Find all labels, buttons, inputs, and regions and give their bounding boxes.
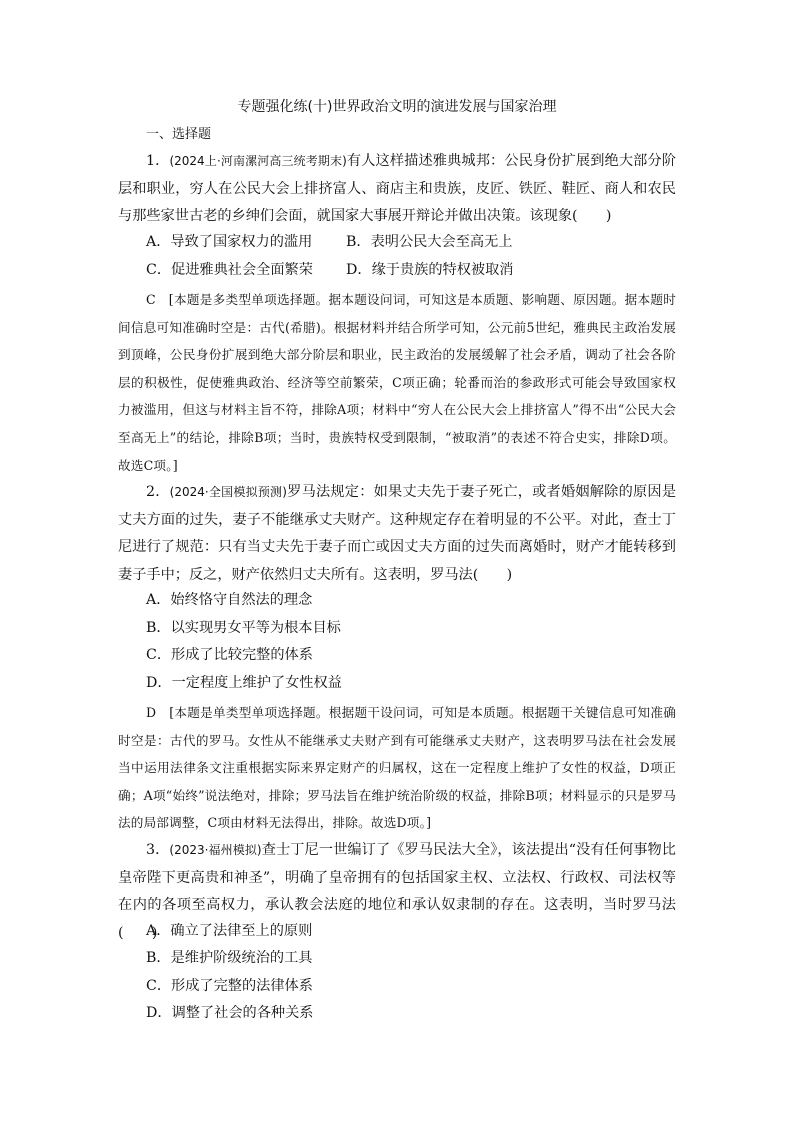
- question-2-number: 2．: [146, 484, 170, 500]
- question-2-stem: [118, 479, 676, 589]
- question-3-option-d: D．调整了社会的各种关系: [146, 1005, 314, 1021]
- question-1-source: (2024上·河南漯河高三统考期末): [169, 154, 347, 168]
- question-3-option-a: A．确立了法律至上的原则: [146, 923, 313, 939]
- question-2-answer: D [本题是单类型单项选择题。根据题干设问词，可知是本质题。根据题干关键信息可知准确时空是：古代的罗马。女性从不能继承丈夫财产到有可能继承丈夫财产，这表明罗马法在社会发展当中运用法律条文注重根据实际来界定财产的归属权，这在一定程度上维护了女性的权益，D项正确；A项“始终”说法绝对，排除；罗马法旨在维护统治阶级的权益，排除B项；材料显示的只是罗马法的局部调整，C项由材料无法得出，排除。故选D项。]: [118, 705, 676, 831]
- page-title: 专题强化练(十)世界政治文明的演进发展与国家治理: [237, 99, 557, 115]
- question-1-stem: [118, 148, 676, 231]
- question-1-option-c: C．促进雅典社会全面繁荣: [146, 262, 313, 278]
- question-2-option-d: D．一定程度上维护了女性权益: [146, 675, 342, 691]
- question-2-option-c: C．形成了比较完整的体系: [146, 647, 313, 663]
- question-3-option-b: B．是维护阶级统治的工具: [146, 950, 313, 966]
- question-2-text: 罗马法规定：如果丈夫先于妻子死亡，或者婚姻解除的原因是丈夫方面的过失，妻子不能继承丈夫财产。这种规定存在着明显的不公平。对此，查士丁尼进行了规范：只有当丈夫先于妻子而亡或因丈夫方面的过失而离婚时，财产才能转移到妻子手中；反之，财产依然归丈夫所有。这表明，罗马法( ): [118, 484, 677, 583]
- question-2-option-b: B．以实现男女平等为根本目标: [146, 620, 341, 636]
- question-1-text: 有人这样描述雅典城邦：公民身份扩展到绝大部分阶层和职业，穷人在公民大会上排挤富人、商店主和贵族，皮匠、铁匠、鞋匠、商人和农民与那些家世古老的乡绅们会面，就国家大事展开辩论并做出决策。该现象( ): [118, 153, 676, 225]
- question-1-option-b: B．表明公民大会至高无上: [346, 234, 513, 250]
- question-2-source: (2024·全国模拟预测): [169, 485, 287, 499]
- question-2-option-a: A．始终恪守自然法的理念: [146, 592, 313, 608]
- question-3-number: 3．: [146, 842, 170, 858]
- question-3-option-c: C．形成了完整的法律体系: [146, 978, 313, 994]
- question-3-source: (2023·福州模拟): [169, 843, 262, 857]
- question-1-option-d: D．缘于贵族的特权被取消: [346, 262, 514, 278]
- section-heading: 一、选择题: [146, 127, 212, 142]
- question-3-text: 查士丁尼一世编订了《罗马民法大全》，该法提出“没有任何事物比皇帝陛下更高贵和神圣”，明确了皇帝拥有的包括国家主权、立法权、行政权、司法权等在内的各项至高权力，承认教会法庭的地位和承认奴隶制的存在。这表明，当时罗马法( ): [118, 842, 676, 941]
- question-1-option-a: A．导致了国家权力的滥用: [146, 234, 313, 250]
- question-1-answer: C [本题是多类型单项选择题。据本题设问词，可知这是本质题、影响题、原因题。据本题时间信息可知准确时空是：古代(希腊)。根据材料并结合所学可知，公元前5世纪，雅典民主政治发展到顶峰，公民身份扩展到绝大部分阶层和职业，民主政治的发展缓解了社会矛盾，调动了社会各阶层的积极性，促使雅典政治、经济等空前繁荣，C项正确；轮番而治的参政形式可能会导致国家权力被滥用，但这与材料主旨不符，排除A项；材料中“穷人在公民大会上排挤富人”得不出“公民大会至高无上”的结论，排除B项；当时，贵族特权受到限制，“被取消”的表述不符合史实，排除D项。故选C项。]: [118, 292, 676, 473]
- question-1-number: 1．: [146, 153, 170, 169]
